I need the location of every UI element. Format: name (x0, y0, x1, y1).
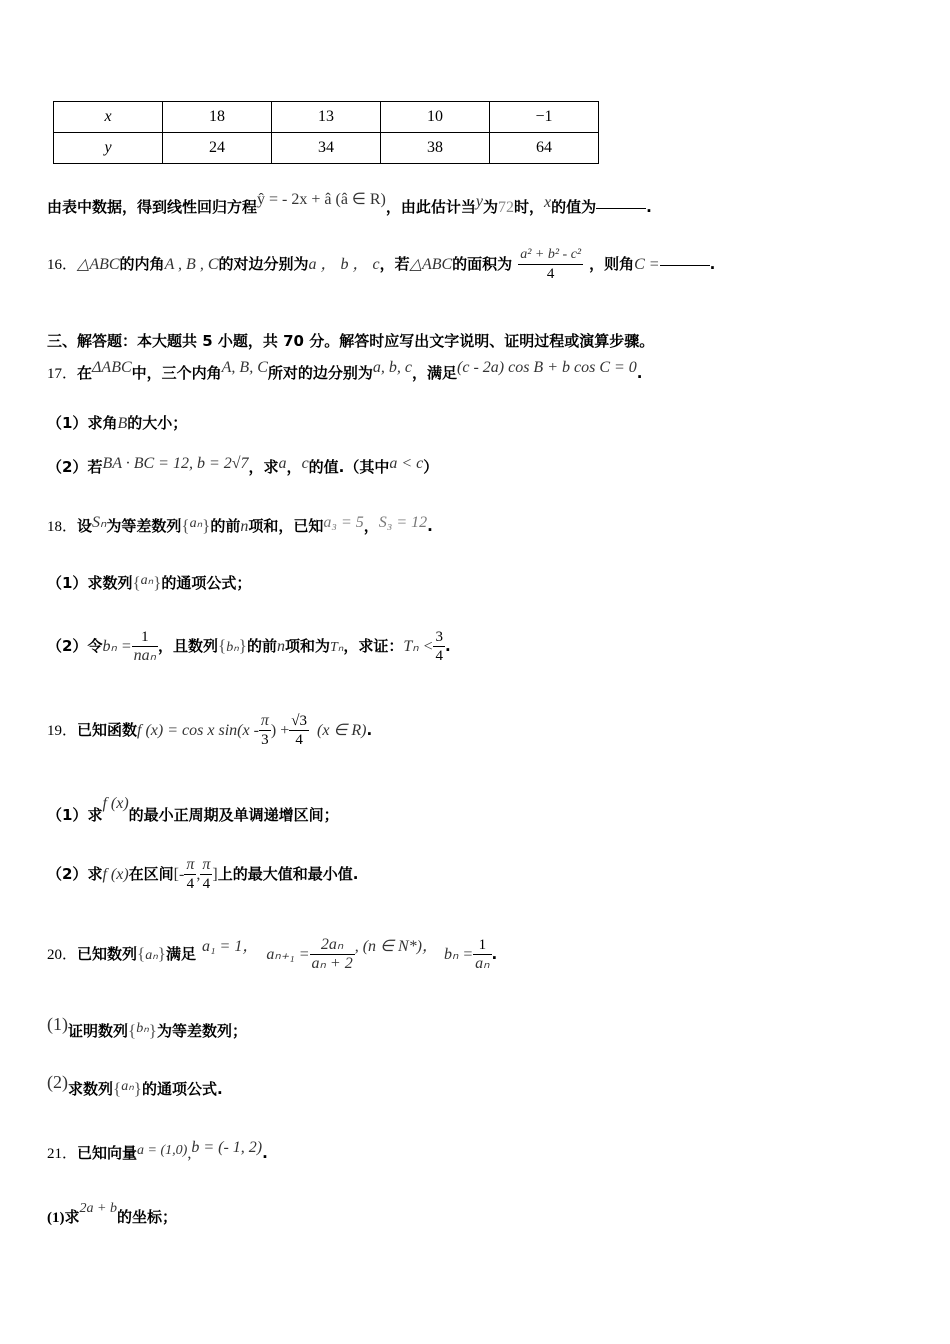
q17-part2 (47, 456, 438, 477)
q19-frac-sqrt3 (289, 712, 309, 749)
q21-vec-a: a = (1,0) (137, 1143, 188, 1158)
answer-blank (660, 264, 710, 266)
q17-tri: ΔABC (92, 359, 132, 376)
q20-end: . (491, 945, 498, 963)
table-cell: y (54, 133, 163, 164)
q18-p2-text3: 的前 (246, 637, 277, 655)
right-brace-icon: } (153, 573, 162, 592)
q15-text4: 时， (514, 198, 545, 216)
q18-p2-label: （2） (47, 637, 88, 655)
q21-p1-text1: 求 (64, 1208, 80, 1226)
q20-an1: aₙ₊₁ = (266, 946, 310, 963)
q18-p2-fraction2 (433, 628, 445, 665)
q20-frac2-den: aₙ (475, 955, 490, 972)
q18-p2-bn: bₙ = (102, 638, 132, 655)
q18-end: . (427, 517, 433, 535)
question-20 (47, 936, 497, 973)
q16-text1: 的内角 (119, 255, 165, 273)
q18-p2-ineq: Tₙ < (403, 638, 434, 655)
q17-text3: 所对的边分别为 (267, 364, 373, 382)
q16-frac-den: 4 (546, 266, 555, 282)
q17-p2-condition: BA · BC = 12, b = 2√7 (102, 455, 249, 472)
q17-text4: ，满足 (412, 364, 458, 382)
q19-part2 (47, 856, 358, 893)
q19-p2-f: f (x) (102, 866, 129, 883)
q18-p2-bn2: bₙ (226, 640, 239, 655)
q19-domain: (x ∈ R) (317, 722, 367, 739)
q18-part2 (47, 628, 451, 665)
q17-p2-c: c (301, 455, 309, 472)
q20-p2-label: (2) (47, 1072, 68, 1092)
q15-text2: ，由此估计当 (385, 198, 476, 216)
q17-p2-text1: 若 (87, 458, 103, 476)
q20-an: aₙ (145, 948, 158, 963)
q18-p2-text4: 项和为 (284, 637, 330, 655)
q20-text2: 满足 (165, 945, 196, 963)
q18-p2-n: n (276, 638, 285, 655)
q20-p2-text2: 的通项公式. (141, 1080, 223, 1098)
q20-frac2-num: 1 (473, 936, 491, 955)
table-cell: 24 (163, 133, 272, 164)
q18-p1-label: （1） (47, 574, 88, 592)
q19-end: . (366, 721, 373, 739)
q19-four: 4 (295, 732, 303, 748)
q19-p2-frac1 (184, 856, 196, 893)
q16-text5: ，则角 (589, 255, 635, 273)
q16-number: 16． (47, 257, 78, 273)
q18-p2-frac2-num: 3 (435, 629, 443, 645)
q18-text4: 项和，已知 (248, 517, 324, 535)
q18-p2-frac2-den: 4 (435, 648, 443, 664)
q18-p1-text1: 求数列 (87, 574, 133, 592)
q19-p2-pi2: π (202, 856, 211, 873)
q15-text3: 为 (482, 198, 498, 216)
table-cell: 64 (490, 133, 599, 164)
q16-sides: a ， b ， c (308, 256, 380, 273)
q17-end: . (636, 364, 643, 382)
q18-p2-frac-num: 1 (132, 628, 158, 647)
q21-number: 21． (47, 1146, 78, 1162)
q19-p2-text2: 在区间 (128, 865, 174, 883)
table-cell: x (54, 102, 163, 133)
right-brace-icon: } (148, 1021, 157, 1040)
q19-p1-text1: 求 (87, 806, 103, 824)
q18-p2-text1: 令 (87, 637, 103, 655)
q19-p1-text2: 的最小正周期及单调递增区间； (128, 806, 339, 824)
q18-cond1: a₃ = 5 (323, 514, 364, 531)
q18-p2-text2: ，且数列 (158, 637, 219, 655)
q20-frac-num: 2aₙ (310, 936, 355, 955)
question-18 (47, 515, 433, 536)
q18-p2-Tn: Tₙ (329, 640, 344, 655)
q21-text1: 已知向量 (77, 1144, 138, 1162)
q20-part2 (47, 1072, 223, 1099)
q17-p2-a: a (278, 455, 287, 472)
question-19 (47, 712, 372, 749)
table-cell: 10 (381, 102, 490, 133)
q16-text3: ，若 (379, 255, 410, 273)
q16-text2: 的对边分别为 (218, 255, 309, 273)
q19-p2-four1: 4 (186, 876, 195, 892)
q17-p1-text1: 求角 (87, 414, 118, 432)
q15-line (47, 191, 652, 217)
q17-p2-text3: 的值.（其中 (308, 458, 390, 476)
q20-p1-bn: bₙ (136, 1021, 149, 1036)
q21-part1 (47, 1201, 177, 1227)
q20-p1-label: (1) (47, 1014, 68, 1034)
answer-blank (596, 207, 646, 209)
q19-p2-comma: , (196, 866, 201, 883)
q19-number: 19． (47, 723, 78, 739)
right-brace-icon: } (238, 636, 247, 655)
q20-text1: 已知数列 (77, 945, 138, 963)
q15-var-y: y (475, 193, 483, 210)
q15-text5: 的值为 (551, 198, 597, 216)
q18-p1-text2: 的通项公式； (161, 574, 252, 592)
q20-p1-text1: 证明数列 (68, 1022, 129, 1040)
question-21 (47, 1139, 268, 1163)
q19-sqrt3: √3 (291, 713, 307, 729)
q18-text1: 设 (77, 517, 93, 535)
q18-p2-end: . (444, 637, 451, 655)
left-brace-icon: { (218, 636, 227, 655)
q21-p1-text2: 的坐标； (116, 1208, 177, 1226)
q18-p2-frac-den: naₙ (133, 647, 156, 664)
table-cell: 13 (272, 102, 381, 133)
q19-p2-text1: 求 (87, 865, 103, 883)
q15-var-x: x (544, 194, 552, 211)
right-brace-icon: } (133, 1079, 142, 1098)
q19-p1-label: （1） (47, 806, 88, 824)
q20-part1 (47, 1014, 247, 1041)
q20-fraction (310, 936, 355, 973)
q19-text1: 已知函数 (77, 721, 138, 739)
q16-angles: A , B , C (164, 256, 219, 273)
q17-p1-label: （1） (47, 414, 88, 432)
q20-number: 20． (47, 947, 78, 963)
q19-plus: ) + (270, 722, 290, 739)
q15-formula: ŷ = - 2x + â (â ∈ R) (257, 191, 386, 208)
q17-p2-text4: ） (423, 458, 439, 476)
q18-n: n (240, 518, 249, 535)
q20-frac-den: aₙ + 2 (311, 955, 353, 972)
left-brace-icon: { (181, 516, 190, 535)
section-heading: 三、解答题：本大题共 5 小题，共 70 分。解答时应写出文字说明、证明过程或演算步骤。 (47, 332, 655, 350)
q17-p1-text2: 的大小； (127, 414, 188, 432)
q20-fraction2 (473, 936, 491, 973)
q15-end: . (646, 198, 652, 216)
q17-sides: a, b, c (372, 359, 412, 376)
q20-p1-text2: 为等差数列； (156, 1022, 247, 1040)
q17-angles: A, B, C (221, 359, 268, 376)
q16-end: . (709, 255, 716, 273)
left-brace-icon: { (113, 1079, 122, 1098)
q16-text4: 的面积为 (452, 255, 513, 273)
table-row (54, 133, 599, 164)
q16-fraction (518, 246, 583, 283)
q17-p2-comma: ， (286, 458, 302, 476)
q21-p1-label: (1) (47, 1210, 65, 1226)
q20-p2-an: aₙ (121, 1079, 134, 1094)
q21-p1-expr: 2a + b (79, 1201, 117, 1216)
right-brace-icon: } (202, 516, 211, 535)
q19-p2-frac2 (200, 856, 212, 893)
q15-text1: 由表中数据，得到线性回归方程 (47, 198, 258, 216)
q18-p2-text5: ，求证： (343, 637, 404, 655)
q19-p2-label: （2） (47, 865, 88, 883)
q16-answer: C = (634, 256, 660, 273)
q20-bn: bₙ = (443, 946, 474, 963)
table-cell: 38 (381, 133, 490, 164)
q18-part1 (47, 572, 251, 593)
q17-p1-var: B (117, 415, 128, 432)
q16-tri1: △ABC (77, 256, 120, 273)
q18-text2: 为等差数列 (106, 517, 182, 535)
q21-comma: , (187, 1145, 192, 1162)
q18-p2-fraction (132, 628, 158, 665)
q21-end: . (262, 1144, 268, 1162)
q19-p2-rb: ] (212, 866, 218, 883)
q19-f1: f (x) = cos x sin(x - (137, 722, 259, 739)
q19-p2-four2: 4 (202, 876, 211, 892)
table-cell: 18 (163, 102, 272, 133)
q18-Sn: Sₙ (92, 514, 107, 531)
q18-number: 18． (47, 519, 78, 535)
q16-tri2: △ABC (409, 256, 453, 273)
question-17 (47, 359, 643, 383)
table-cell: 34 (272, 133, 381, 164)
q20-cond: , (n ∈ N*)， (354, 938, 438, 955)
q19-frac-pi3 (259, 712, 271, 749)
q19-three: 3 (261, 732, 269, 748)
q19-p2-pi1: π (186, 856, 195, 873)
left-brace-icon: { (137, 944, 146, 963)
q18-p1-an: aₙ (140, 573, 154, 588)
table-cell: −1 (490, 102, 599, 133)
q17-text2: 中，三个内角 (131, 364, 222, 382)
q18-cond2: S₃ = 12 (378, 514, 428, 531)
q18-text3: 的前 (210, 517, 241, 535)
q17-text1: 在 (77, 364, 93, 382)
q19-p2-lb: [- (173, 866, 185, 883)
q21-vec-b: b = (- 1, 2) (191, 1139, 263, 1156)
data-table (53, 101, 599, 164)
q20-a1: a₁ = 1， (201, 938, 259, 955)
q17-number: 17． (47, 366, 78, 382)
left-brace-icon: { (132, 573, 141, 592)
q17-p2-ineq: a < c (389, 455, 424, 472)
q19-p2-text3: 上的最大值和最小值. (217, 865, 359, 883)
q17-condition: (c - 2a) cos B + b cos C = 0 (457, 359, 637, 376)
q19-part1 (47, 795, 339, 825)
q17-part1 (47, 412, 187, 433)
q16-frac-num: a² + b² - c² (518, 246, 583, 265)
question-16 (47, 246, 715, 283)
right-brace-icon: } (157, 944, 166, 963)
q18-an: aₙ (189, 516, 203, 531)
left-brace-icon: { (128, 1021, 137, 1040)
q18-comma: ， (363, 517, 379, 535)
q19-pi: π (260, 712, 269, 729)
q20-p2-text1: 求数列 (68, 1080, 114, 1098)
table-row (54, 102, 599, 133)
q19-p1-f: f (x) (102, 795, 129, 812)
q17-p2-text2: ，求 (248, 458, 279, 476)
q17-p2-label: （2） (47, 458, 88, 476)
q15-value: 72 (498, 199, 514, 216)
